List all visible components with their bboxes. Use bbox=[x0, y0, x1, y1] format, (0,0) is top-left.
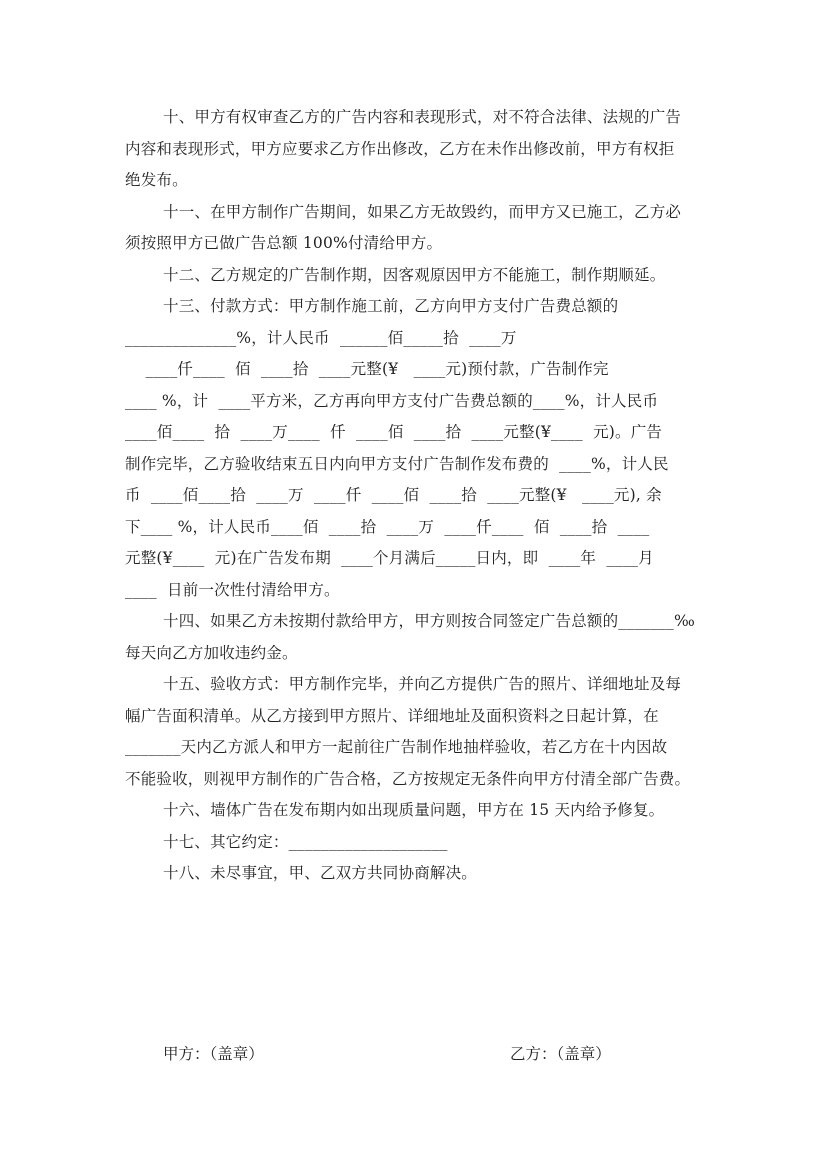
clause-12 bbox=[125, 260, 725, 292]
text-line: ______________%，计人民币 ______佰_____拾 ____万 bbox=[125, 328, 517, 347]
text-line: 十一、在甲方制作广告期间，如果乙方无故毁约，而甲方又已施工，乙方必 bbox=[163, 202, 682, 221]
clause-17 bbox=[125, 827, 725, 859]
clause-18 bbox=[125, 858, 725, 890]
party-a-signature: 甲方：（盖章） bbox=[163, 1045, 264, 1063]
text-line: 绝发布。 bbox=[125, 171, 188, 189]
text-line: 十五、验收方式：甲方制作完毕，并向乙方提供广告的照片、详细地址及每 bbox=[163, 675, 682, 693]
text-line: 幅广告面积清单。从乙方接到甲方照片、详细地址及面积资料之日起计算，在 bbox=[125, 706, 659, 725]
text-line: 十二、乙方规定的广告制作期，因客观原因甲方不能施工，制作期顺延。 bbox=[163, 265, 666, 284]
clause-16 bbox=[125, 795, 725, 827]
party-b-signature: 乙方：（盖章） bbox=[510, 1045, 611, 1063]
text-line: 十八、未尽事宜，甲、乙双方共同协商解决。 bbox=[163, 864, 478, 882]
clause-13 bbox=[125, 291, 725, 606]
text-line: 内容和表现形式，甲方应要求乙方作出修改，乙方在未作出修改前，甲方有权拒 bbox=[125, 139, 675, 158]
text-line: _______天内乙方派人和甲方一起前往广告制作地抽样验收，若乙方在十内因故 bbox=[125, 738, 668, 756]
clause-11 bbox=[125, 197, 725, 260]
text-line: 元整(¥____ 元)在广告发布期 ____个月满后_____日内，即 ____年 ____月 bbox=[125, 549, 654, 567]
contract-body bbox=[125, 102, 725, 890]
clause-10 bbox=[125, 102, 725, 197]
text-line: ____仟____ 佰 ____拾 ____元整(¥ ____元)预付款，广告制作完 bbox=[125, 360, 609, 378]
text-line: 币 ____佰____拾 ____万 ____仟 ____佰 ____拾 ____元整(¥ ____元), 余 bbox=[125, 486, 662, 504]
text-line: 不能验收，则视甲方制作的广告合格，乙方按规定无条件向甲方付清全部广告费。 bbox=[125, 769, 691, 788]
text-line: 下____ %，计人民币____佰 ____拾 ____万 ____仟____ 佰 ____拾 ____ bbox=[125, 517, 650, 536]
text-line: 制作完毕，乙方验收结束五日内向甲方支付广告制作发布费的 ____%，计人民 bbox=[125, 454, 669, 473]
clause-15 bbox=[125, 669, 725, 795]
text-line: 十六、墙体广告在发布期内如出现质量问题，甲方在 15 天内给予修复。 bbox=[163, 801, 665, 819]
text-line: 十七、其它约定：____________________ bbox=[163, 832, 448, 851]
text-line: 十、甲方有权审查乙方的广告内容和表现形式，对不符合法律、法规的广告 bbox=[163, 108, 682, 126]
text-line: 十四、如果乙方未按期付款给甲方，甲方则按合同签定广告总额的_______‰ bbox=[163, 612, 695, 630]
text-line: 十三、付款方式：甲方制作施工前，乙方向甲方支付广告费总额的 bbox=[163, 297, 619, 315]
clause-14 bbox=[125, 606, 725, 669]
text-line: 须按照甲方已做广告总额 100%付清给甲方。 bbox=[125, 234, 443, 252]
text-line: ____ %，计 ____平方米，乙方再向甲方支付广告费总额的____%，计人民币 bbox=[125, 391, 659, 410]
text-line: 每天向乙方加收违约金。 bbox=[125, 643, 298, 662]
text-line: ____ 日前一次性付清给甲方。 bbox=[125, 580, 340, 599]
text-line: ____佰____ 拾 ____万____ 仟 ____佰 ____拾 ____元整(¥____ 元)。广告 bbox=[125, 423, 663, 441]
